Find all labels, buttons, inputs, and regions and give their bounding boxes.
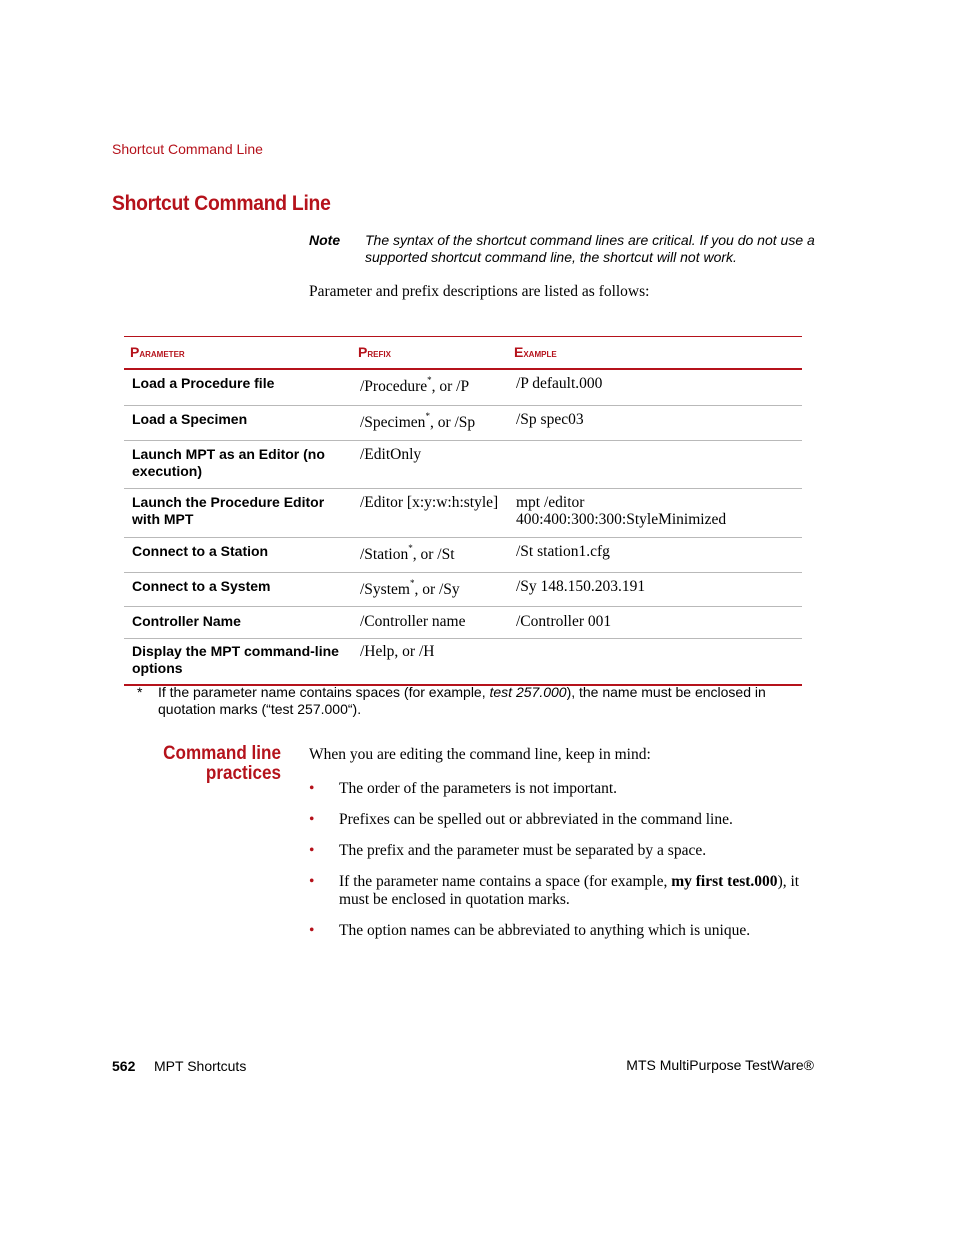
bullet-icon: •: [309, 811, 315, 828]
footnote-text: If the parameter name contains spaces (for example, test 257.000), the name must be enclosed in quotation marks (“test 257.000“).: [158, 684, 766, 717]
prefix-text: /Station: [360, 546, 409, 563]
footnote-mark: *: [427, 374, 432, 385]
prefix-cell: [360, 494, 498, 511]
prefix-rest: , or /P: [431, 378, 470, 395]
running-head: Shortcut Command Line: [112, 141, 263, 157]
prefix-cell: [360, 613, 465, 630]
table-row: [124, 406, 802, 441]
prefix-text: /Procedure: [360, 378, 428, 395]
parameter-cell: Launch MPT as an Editor (no execution): [132, 446, 325, 479]
header-example: Example: [514, 344, 557, 360]
table-row: [124, 489, 802, 538]
table-row: [124, 441, 802, 489]
example-cell: /Sy 148.150.203.191: [516, 578, 646, 595]
bullet-icon: •: [309, 780, 315, 797]
note-text: The syntax of the shortcut command lines are critical. If you do not use a supported shortcut command line, the shortcut will not work.: [365, 232, 815, 265]
practices-list: [309, 780, 809, 953]
prefix-cell: [360, 374, 470, 395]
list-item: • The order of the parameters is not important.: [309, 780, 618, 797]
prefix-rest: , or /St: [412, 546, 455, 563]
footnote-mark: *: [137, 684, 143, 700]
list-item: • If the parameter name contains a space (for example, my first test.000), it must be enclosed in quotation marks.: [309, 873, 800, 908]
parameter-cell: Load a Specimen: [132, 411, 248, 427]
practices-lead: When you are editing the command line, keep in mind:: [309, 746, 651, 763]
parameter-cell: Launch the Procedure Editor with MPT: [132, 494, 325, 527]
prefix-cell: [360, 542, 455, 563]
example-cell: /Controller 001: [516, 613, 612, 630]
table-header: [124, 336, 802, 370]
footnote-mark: *: [425, 410, 430, 421]
footer-product: MTS MultiPurpose TestWare®: [626, 1057, 814, 1073]
example-cell: mpt /editor 400:400:300:300:StyleMinimized: [516, 494, 727, 528]
prefix-text: /Controller name: [360, 613, 466, 630]
prefix-rest: , or /Sp: [429, 414, 476, 431]
table-row: [124, 639, 802, 686]
list-item: • Prefixes can be spelled out or abbreviated in the command line.: [309, 811, 733, 828]
list-item: • The option names can be abbreviated to anything which is unique.: [309, 922, 751, 939]
prefix-text: /Specimen: [360, 414, 426, 431]
prefix-rest: , or /Sy: [414, 581, 460, 598]
bullet-icon: •: [309, 842, 315, 859]
list-item: • The prefix and the parameter must be separated by a space.: [309, 842, 707, 859]
prefix-text: /Editor [x:y:w:h:style]: [360, 494, 499, 511]
bullet-icon: •: [309, 873, 315, 890]
bullet-icon: •: [309, 922, 315, 939]
footnote-mark: *: [409, 577, 415, 588]
intro-paragraph: Parameter and prefix descriptions are listed as follows:: [309, 283, 650, 300]
example-cell: /Sp spec03: [516, 411, 584, 428]
header-parameter: Parameter: [130, 344, 185, 360]
prefix-text: /Help, or /H: [360, 643, 435, 660]
parameter-cell: Connect to a System: [132, 578, 271, 594]
prefix-text: /System: [360, 581, 410, 598]
parameter-cell: Load a Procedure file: [132, 375, 275, 391]
page-number: 562: [112, 1058, 136, 1074]
footnote-mark: *: [408, 542, 413, 553]
note-label: Note: [309, 232, 341, 248]
prefix-cell: [360, 410, 476, 431]
header-prefix: Prefix: [358, 344, 391, 360]
table-row: [124, 370, 802, 406]
parameter-table: [124, 336, 802, 686]
parameter-cell: Display the MPT command-line options: [132, 643, 339, 676]
prefix-cell: [360, 577, 460, 598]
example-cell: /St station1.cfg: [516, 543, 610, 560]
practices-heading: Command line practices: [163, 743, 281, 784]
table-row: [124, 573, 802, 607]
table-row: [124, 607, 802, 639]
table-row: [124, 538, 802, 573]
prefix-cell: [360, 643, 434, 660]
section-title: Shortcut Command Line: [112, 192, 331, 215]
footer-section: MPT Shortcuts: [154, 1058, 247, 1074]
prefix-cell: [360, 446, 421, 463]
parameter-cell: Connect to a Station: [132, 543, 269, 559]
parameter-cell: Controller Name: [132, 613, 241, 629]
example-cell: /P default.000: [516, 375, 603, 392]
prefix-text: /EditOnly: [360, 446, 422, 463]
